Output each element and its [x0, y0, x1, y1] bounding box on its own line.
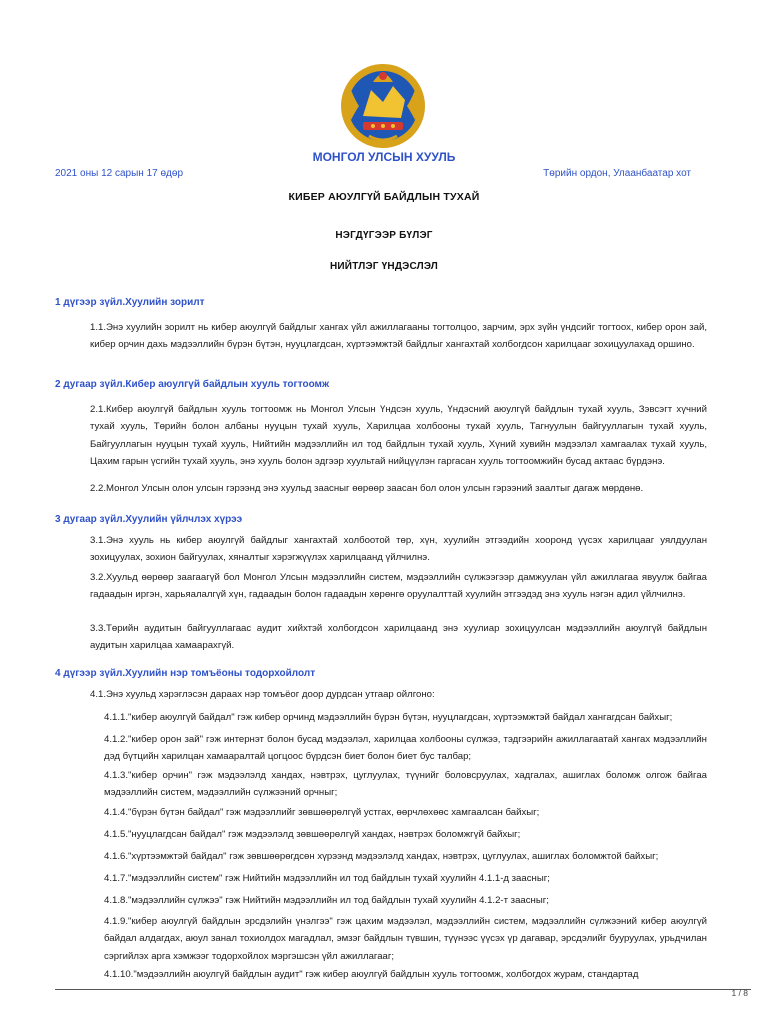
law-place: Төрийн ордон, Улаанбаатар хот: [543, 168, 691, 179]
definition-4-1-5: 4.1.5."нууцлагдсан байдал" гэж мэдээлэлд зөвшөөрөлгүй хандах, нэвтрэх боломжгүй байхыг;: [104, 829, 521, 840]
law-date: 2021 оны 12 сарын 17 өдөр: [55, 168, 184, 179]
footer-divider: [55, 989, 751, 990]
definition-4-1-10: 4.1.10."мэдээллийн аюулгүй байдлын аудит" гэж кибер аюулгүй байдлын хууль тогтоомж, холбогдох журам, стандартад: [104, 969, 639, 980]
chapter-name: НИЙТЛЭГ ҮНДЭСЛЭЛ: [330, 261, 438, 272]
definition-4-1-2: 4.1.2."кибер орон зай" гэж интернэт болон бусад мэдээлэл, харилцаа холбооны сүлжээ, тэдгээрийн ажиллагаатай хангах мэдээллийн дэд бүтцийн харилцан хамааралтай цогцоос бүрдсэн биет болон биет бус талбар;: [104, 734, 707, 763]
law-type-title: МОНГОЛ УЛСЫН ХУУЛЬ: [312, 150, 456, 164]
law-name: КИБЕР АЮУЛГҮЙ БАЙДЛЫН ТУХАЙ: [288, 191, 480, 203]
article-2-paragraph-1: 2.1.Кибер аюулгүй байдлын хууль тогтоомж нь Монгол Улсын Үндсэн хууль, Үндэсний аюулгүй байдлын тухай хууль, Зэвсэгт хүчний тухай хууль, Төрийн болон албаны нууцын тухай хууль, Харилцаа холбооны тухай хууль, Тагнуулын байгууллагын тухай хууль, Байгууллагын нууцын тухай хууль, Нийтийн мэдээллийн ил тод байдлын тухай хууль, Хүний хувийн мэдээлэл хамгаалах тухай хууль, Цахим гарын үсгийн тухай хууль, энэ хууль болон эдгээр хуультай нийцүүлэн гаргасан хууль тогтоомжийн бусад актаас бүрдэнэ.: [90, 404, 707, 467]
article-3-paragraph-1: 3.1.Энэ хууль нь кибер аюулгүй байдлыг хангахтай холбоотой төр, хүн, хуулийн этгээдийн хооронд үүсэх харилцааг уялдуулан зохицуулах, зохион байгуулах, хяналтыг хэрэгжүүлэх харилцаанд үйлчилнэ.: [90, 535, 707, 564]
article-3-heading: 3 дугаар зүйл.Хуулийн үйлчлэх хүрээ: [55, 514, 243, 525]
chapter-number: НЭГДҮГЭЭР БҮЛЭГ: [335, 230, 433, 241]
article-4-heading: 4 дүгээр зүйл.Хуулийн нэр томъёоны тодорхойлолт: [55, 668, 316, 679]
article-1-heading: 1 дүгээр зүйл.Хуулийн зорилт: [55, 297, 205, 308]
article-3-paragraph-3: 3.3.Төрийн аудитын байгууллагаас аудит хийхтэй холбогдсон харилцаанд энэ хуулиар зохицуулсан мэдээллийн аюулгүй байдлын аудитын харилцаа хамаарахгүй.: [90, 623, 707, 652]
definition-4-1-6: 4.1.6."хүртээмжтэй байдал" гэж зөвшөөрөгдсөн хүрээнд мэдээлэлд хандах, нэвтрэх, цуглуулах, ашиглах боломжтой байхыг;: [104, 851, 659, 862]
article-4-intro: 4.1.Энэ хуульд хэрэглэсэн дараах нэр томъёог доор дурдсан утгаар ойлгоно:: [90, 689, 435, 700]
article-2-paragraph-2: 2.2.Монгол Улсын олон улсын гэрээнд энэ хуульд заасныг өөрөөр заасан бол олон улсын гэрээний заалтыг дагаж мөрдөнө.: [90, 483, 644, 494]
definition-4-1-1: 4.1.1."кибер аюулгүй байдал" гэж кибер орчинд мэдээллийн бүрэн бүтэн, нууцлагдсан, хүртээмжтэй байдал хангагдсан байхыг;: [104, 712, 673, 723]
article-1-paragraph-1: 1.1.Энэ хуулийн зорилт нь кибер аюулгүй байдлыг хангах үйл ажиллагааны тогтолцоо, зарчим, эрх зүйн үндсийг тогтоох, кибер орон зай, кибер орчин дахь мэдээллийн бүрэн бүтэн, нууцлагдсан, хүртээмжтэй байдлыг хангахтай холбогдсон харилцааг зохицуулахад оршино.: [90, 322, 707, 351]
definition-4-1-3: 4.1.3."кибер орчин" гэж мэдээлэлд хандах, нэвтрэх, цуглуулах, түүнийг боловсруулах, хадгалах, ашиглах боломж олгож байгаа мэдээллийн систем, мэдээллийн сүлжээний орчныг;: [104, 770, 707, 799]
page-number: 1 / 8: [731, 988, 748, 998]
definition-4-1-9: 4.1.9."кибер аюулгүй байдлын эрсдэлийн үнэлгээ" гэж цахим мэдээлэл, мэдээллийн систем, мэдээллийн сүлжээний кибер аюулгүй байдал алдагдах, аюул занал тохиолдох магадлал, эмзэг байдлын түвшин, түүнээс үүсэх үр дагавар, эрсдэлийг бууруулах, урьдчилан сэргийлэх арга хэмжээг тодорхойлох мэргэшсэн үйл ажиллагааг;: [104, 916, 707, 962]
state-emblem-icon: [333, 60, 433, 155]
definition-4-1-4: 4.1.4."бүрэн бүтэн байдал" гэж мэдээллийг зөвшөөрөлгүй устгах, өөрчлөхөөс хамгаалсан байхыг;: [104, 807, 540, 818]
definition-4-1-8: 4.1.8."мэдээллийн сүлжээ" гэж Нийтийн мэдээллийн ил тод байдлын тухай хуулийн 4.1.2-т заасныг;: [104, 895, 549, 906]
article-3-paragraph-2: 3.2.Хуульд өөрөөр заагаагүй бол Монгол Улсын мэдээллийн систем, мэдээллийн сүлжээгээр дамжуулан үйл ажиллагаа явуулж байгаа гадаадын иргэн, харьяалалгүй хүн, гадаадын болон гадаадын хөрөнгө оруулалттай хуулийн этгээдэд энэ хууль нэгэн адил үйлчилнэ.: [90, 572, 707, 601]
article-2-heading: 2 дугаар зүйл.Кибер аюулгүй байдлын хууль тогтоомж: [55, 379, 330, 390]
definition-4-1-7: 4.1.7."мэдээллийн систем" гэж Нийтийн мэдээллийн ил тод байдлын тухай хуулийн 4.1.1-д заасныг;: [104, 873, 550, 884]
